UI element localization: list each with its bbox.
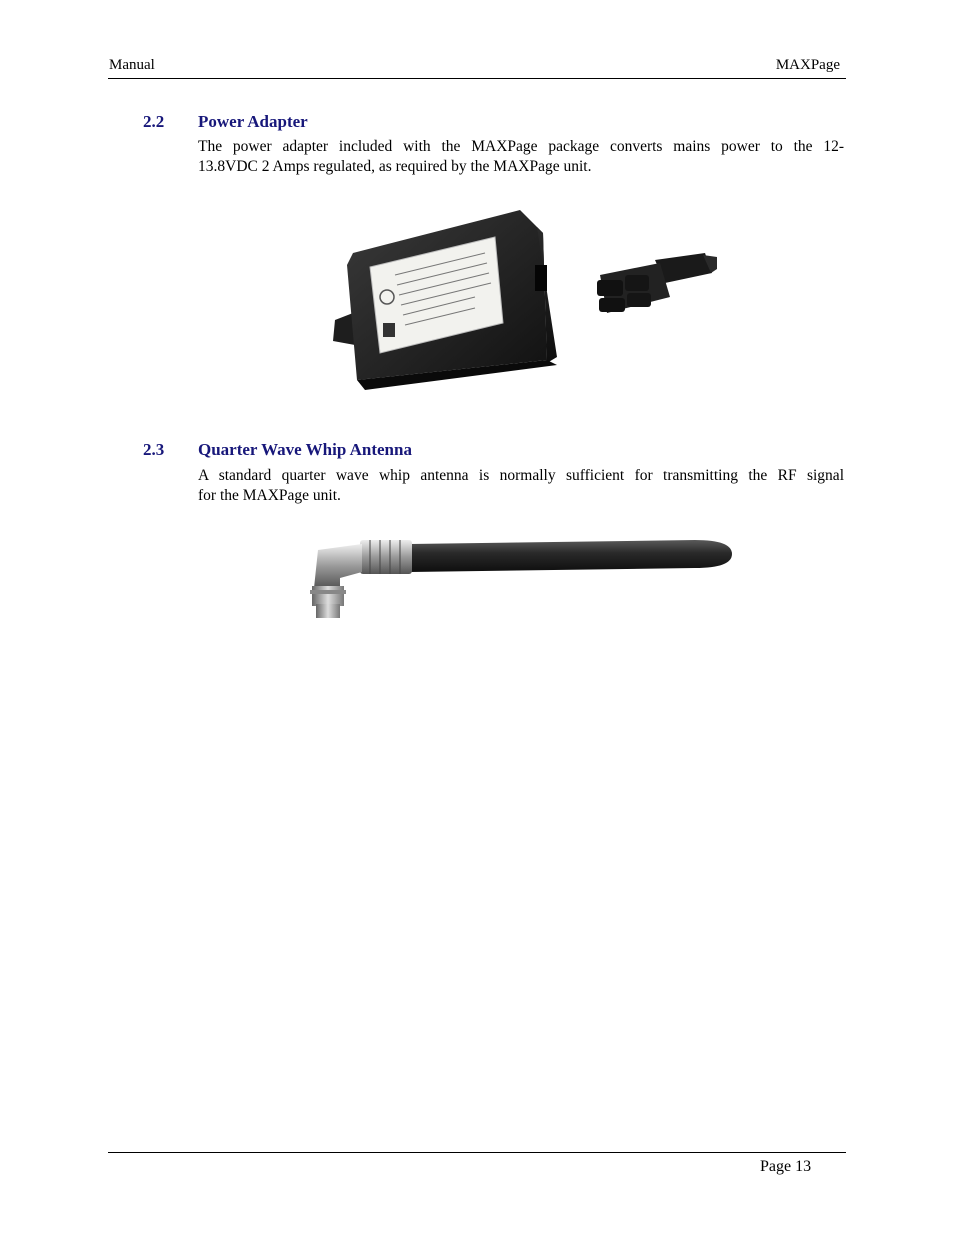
whip-antenna-image [300, 530, 740, 622]
section-title-quarter-wave-whip-antenna: Quarter Wave Whip Antenna [198, 440, 412, 459]
adapter-jack [535, 265, 547, 291]
header-manual: Manual [109, 57, 155, 73]
section-title-power-adapter: Power Adapter [198, 112, 308, 131]
header-rule [108, 78, 846, 79]
paragraph-power-adapter [198, 137, 844, 177]
page-number: Page 13 [760, 1158, 812, 1175]
paragraph-line: A standard quarter wave whip antenna is normally sufficient for transmitting the RF signal [198, 467, 844, 484]
header-product: MAXPage [775, 57, 840, 73]
paragraph-line: 13.8VDC 2 Amps regulated, as required by the MAXPage unit. [198, 158, 592, 175]
paragraph-line: The power adapter included with the MAXPage package converts mains power to the 12- [198, 138, 844, 155]
power-adapter-image [325, 205, 720, 395]
footer-rule [108, 1152, 846, 1153]
section-number-2-3: 2.3 [143, 440, 165, 459]
paragraph-antenna [198, 466, 844, 506]
antenna-bnc [312, 586, 344, 606]
paragraph-line: for the MAXPage unit. [198, 487, 341, 504]
antenna-connector [360, 540, 412, 574]
antenna-rod [410, 540, 732, 572]
connector-plug [597, 253, 717, 313]
antenna-elbow [314, 544, 362, 588]
section-number-2-2: 2.2 [143, 112, 165, 131]
